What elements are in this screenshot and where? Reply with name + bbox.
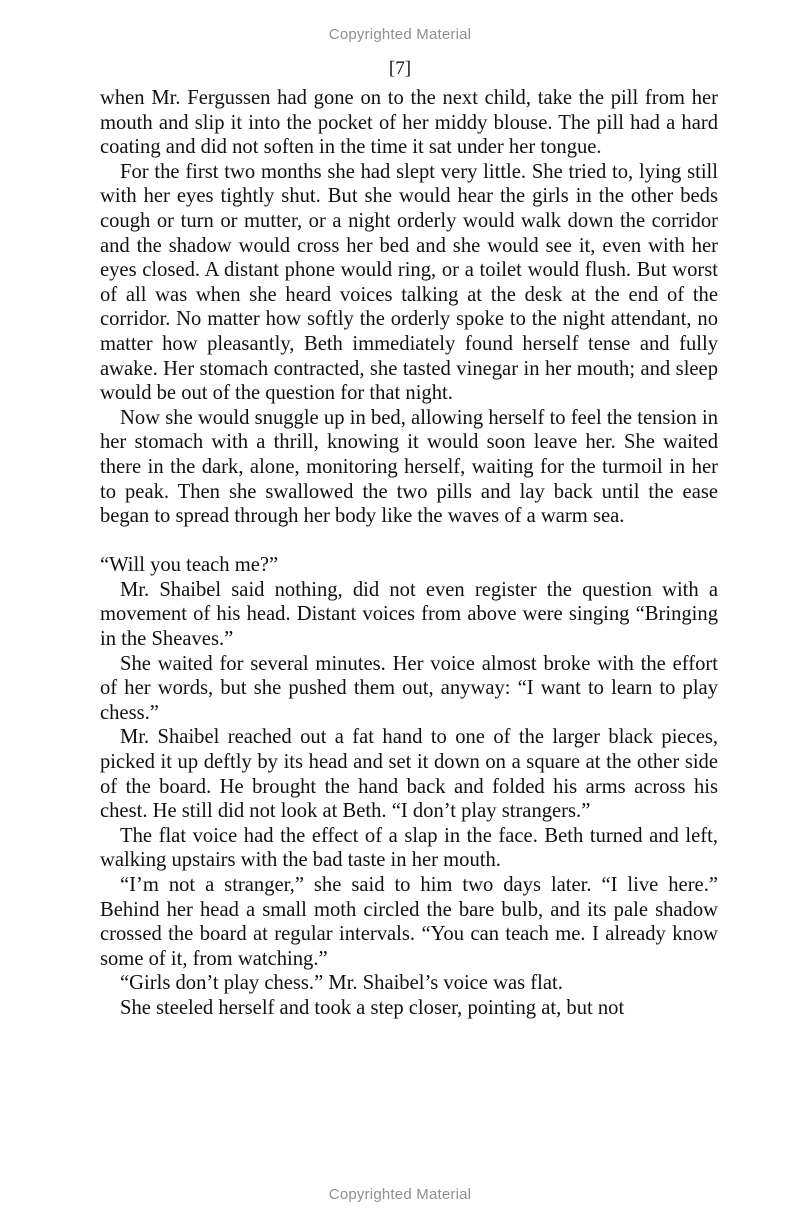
paragraph: She steeled herself and took a step closer, pointing at, but not: [120, 996, 625, 1019]
page-body-text: [100, 86, 718, 1021]
paragraph: For the first two months she had slept very little. She tried to, lying still with her eyes tightly shut. But she would hear the girls in the other beds cough or turn or mutter, or a night orderly would walk down the corridor and the shadow would cross her bed and she would see it, even with her eyes closed. A distant phone would ring, or a toilet would flush. But worst of all was when she heard voices talking at the desk at the end of the corridor. No matter how softly the orderly spoke to the night attendant, no matter how pleasantly, Beth immediately found herself tense and fully awake. Her stomach contracted, she tasted vinegar in her mouth; and sleep would be out of the question for that night.: [100, 160, 718, 405]
paragraph: “I’m not a stranger,” she said to him two days later. “I live here.” Behind her head a small moth circled the bare bulb, and its pale shadow crossed the board at regular intervals. “You can teach me. I already know some of it, from watching.”: [100, 874, 718, 970]
copyright-watermark-top: Copyrighted Material: [328, 26, 472, 43]
paragraph: “Girls don’t play chess.” Mr. Shaibel’s voice was flat.: [120, 972, 563, 995]
paragraph: “Will you teach me?”: [100, 554, 279, 577]
paragraph: The flat voice had the effect of a slap in the face. Beth turned and left, walking upstairs with the bad taste in her mouth.: [100, 824, 718, 872]
copyright-watermark-bottom: Copyrighted Material: [328, 1186, 472, 1203]
paragraph: She waited for several minutes. Her voice almost broke with the effort of her words, but she pushed them out, anyway: “I want to learn to play chess.”: [100, 652, 718, 724]
paragraph: Mr. Shaibel reached out a fat hand to one of the larger black pieces, picked it up deftly by its head and set it down on a square at the other side of the board. He brought the hand back and folded his arms across his chest. He still did not look at Beth. “I don’t play strangers.”: [100, 726, 718, 823]
paragraph: Mr. Shaibel said nothing, did not even register the question with a movement of his head. Distant voices from above were singing “Bringing in the Sheaves.”: [100, 578, 718, 651]
paragraph: Now she would snuggle up in bed, allowing herself to feel the tension in her stomach with a thrill, knowing it would soon leave her. She waited there in the dark, alone, monitoring herself, waiting for the turmoil in her to peak. Then she swallowed the two pills and lay back until the ease began to spread through her body like the waves of a warm sea.: [100, 406, 718, 528]
page-number: [7]: [388, 58, 412, 79]
paragraph: when Mr. Fergussen had gone on to the next child, take the pill from her mouth and slip it into the pocket of her middy blouse. The pill had a hard coating and did not soften in the time it sat under her tongue.: [100, 87, 718, 159]
